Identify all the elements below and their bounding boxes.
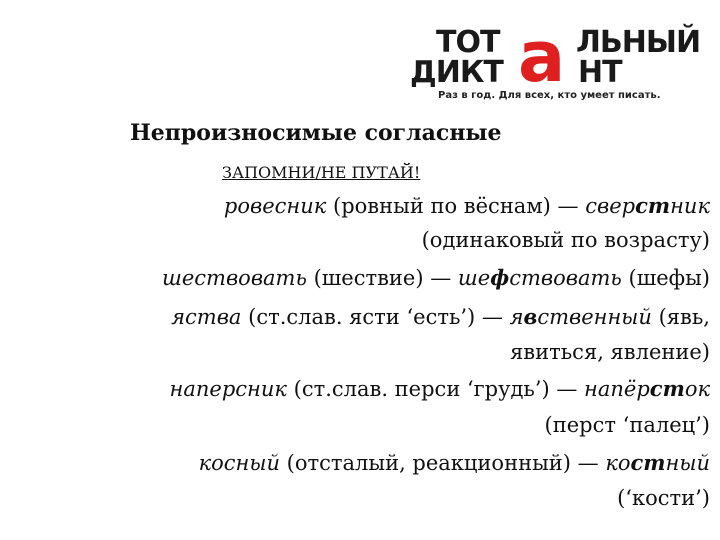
word-line: [422, 228, 710, 252]
word-italic: ровесник: [223, 194, 327, 218]
word-italic: ник: [670, 194, 710, 218]
slide-title: Непроизносимые согласные: [130, 120, 502, 146]
highlighted-letters: в: [523, 304, 538, 329]
word-italic: наперсник: [169, 377, 287, 401]
slide-subtitle: ЗАПОМНИ/НЕ ПУТАЙ!: [222, 163, 421, 182]
word-note: (‘кости’): [617, 486, 710, 510]
logo-text: ДИКТ: [410, 55, 503, 90]
highlighted-letters: ст: [635, 193, 671, 218]
word-line: [162, 265, 710, 290]
word-italic: ко: [605, 451, 631, 475]
totalny-diktant-logo: [408, 16, 701, 102]
logo-slogan: Раз в год. Для всех, кто умеет писать.: [438, 90, 661, 101]
word-line: [224, 193, 710, 218]
word-italic: ный: [665, 451, 710, 475]
highlighted-letters: ст: [649, 376, 685, 401]
word-note: (отсталый, реакционный) —: [279, 451, 606, 475]
word-italic: ственный: [537, 305, 652, 329]
word-note: (ст.слав. ясти ‘есть’) —: [241, 305, 510, 329]
word-italic: ок: [684, 377, 710, 401]
word-line: [171, 304, 710, 329]
word-line: [510, 340, 710, 364]
word-note: (ст.слав. перси ‘грудь’) —: [286, 377, 585, 401]
word-line: [170, 376, 710, 401]
word-italic: напёр: [584, 377, 650, 401]
word-line: [545, 413, 710, 437]
highlighted-letters: ст: [630, 450, 666, 475]
word-italic: косный: [198, 451, 280, 475]
word-italic: яства: [171, 305, 242, 329]
word-italic: ше: [457, 266, 491, 290]
logo-text: ЛЬНЫЙ: [576, 25, 701, 60]
word-note: (перст ‘палец’): [544, 413, 710, 437]
word-italic: свер: [585, 194, 636, 218]
word-line: [199, 450, 710, 475]
highlighted-letters: ф: [490, 265, 510, 290]
word-note: (ровный по вёснам) —: [326, 194, 586, 218]
word-italic: шествовать: [161, 266, 307, 290]
word-note: явиться, явление): [510, 340, 710, 364]
word-italic: я: [509, 305, 524, 329]
logo-text: ТОТ: [436, 25, 500, 60]
word-note: (шефы): [621, 266, 710, 290]
word-italic: ствовать: [509, 266, 622, 290]
logo-text: НТ: [578, 55, 622, 90]
word-note: (явь,: [651, 305, 710, 329]
word-line: [617, 486, 710, 510]
word-note: (шествие) —: [306, 266, 458, 290]
logo-red-letter: а: [518, 16, 566, 98]
word-note: (одинаковый по возрасту): [421, 228, 710, 252]
